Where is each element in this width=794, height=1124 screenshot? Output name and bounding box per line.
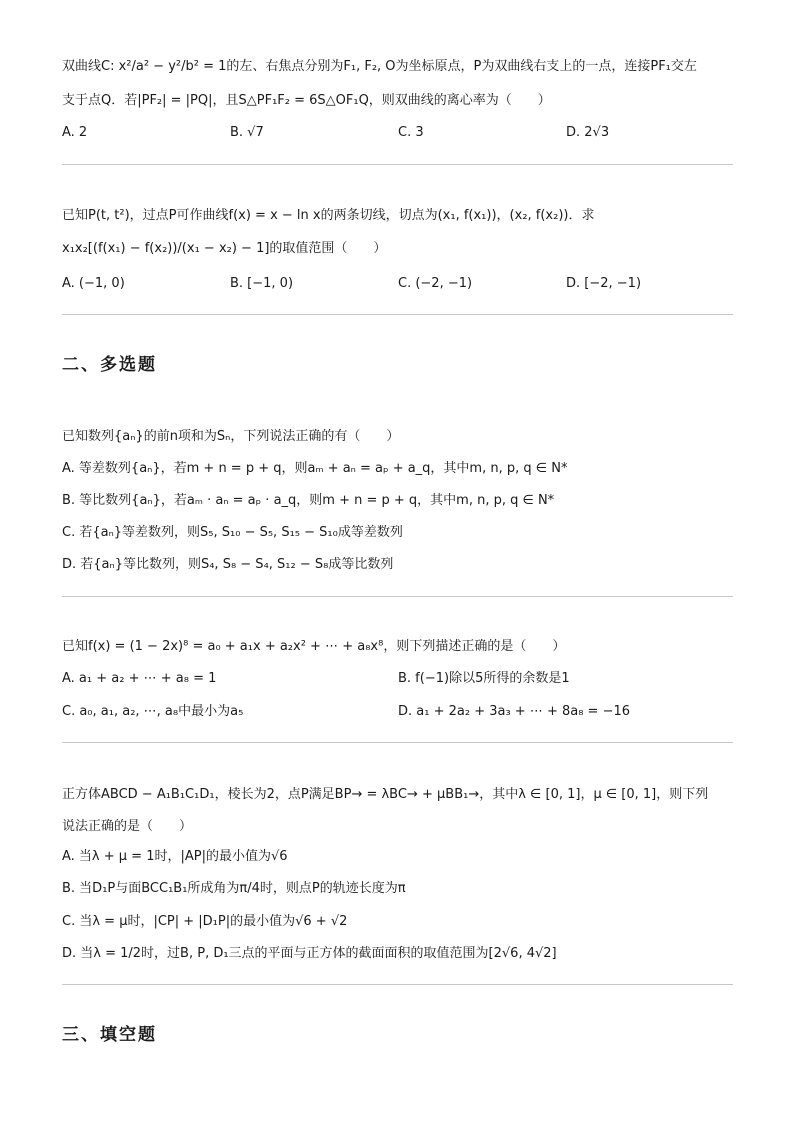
- q4-option-a: A. a₁ + a₂ + ⋯ + a₈ = 1: [62, 671, 217, 686]
- q3-option-b: B. 等比数列{aₙ}，若aₘ · aₙ = aₚ · a_q，则m + n = p + q，其中m, n, p, q ∈ N*: [62, 493, 555, 508]
- q2-stem-line1: 已知P(t, t²)，过点P可作曲线f(x) = x − ln x的两条切线，切点为(x₁, f(x₁))，(x₂, f(x₂))．求: [62, 208, 595, 223]
- q1-option-a: A. 2: [62, 125, 88, 140]
- q5-option-c: C. 当λ = μ时，|CP| + |D₁P|的最小值为√6 + √2: [62, 914, 348, 929]
- q2-option-d: D. [−2, −1): [566, 276, 642, 291]
- q5-option-a: A. 当λ + μ = 1时，|AP|的最小值为√6: [62, 849, 288, 864]
- separator: [62, 596, 733, 597]
- q3-stem: 已知数列{aₙ}的前n项和为Sₙ，下列说法正确的有（ ）: [62, 429, 400, 444]
- q2-option-a: A. (−1, 0): [62, 276, 125, 291]
- q3-option-d: D. 若{aₙ}等比数列，则S₄, S₈ − S₄, S₁₂ − S₈成等比数列: [62, 557, 394, 572]
- q5-stem-line2: 说法正确的是（ ）: [62, 819, 193, 834]
- q4-option-d: D. a₁ + 2a₂ + 3a₃ + ⋯ + 8a₈ = −16: [398, 704, 631, 719]
- q5-option-b: B. 当D₁P与面BCC₁B₁所成角为π/4时，则点P的轨迹长度为π: [62, 881, 406, 896]
- separator: [62, 742, 733, 743]
- separator: [62, 314, 733, 315]
- separator: [62, 164, 733, 165]
- q4-option-c: C. a₀, a₁, a₂, ⋯, a₈中最小为a₅: [62, 704, 244, 719]
- q2-option-c: C. (−2, −1): [398, 276, 473, 291]
- q1-option-c: C. 3: [398, 125, 424, 140]
- q3-option-a: A. 等差数列{aₙ}，若m + n = p + q，则aₘ + aₙ = aₚ + a_q，其中m, n, p, q ∈ N*: [62, 461, 568, 476]
- q1-option-d: D. 2√3: [566, 125, 610, 140]
- q1-stem-line1: 双曲线C: x²/a² − y²/b² = 1的左、右焦点分别为F₁, F₂, O为坐标原点，P为双曲线右支上的一点，连接PF₁交左: [62, 59, 697, 74]
- separator: [62, 984, 733, 985]
- q2-stem-line2: x₁x₂[(f(x₁) − f(x₂))/(x₁ − x₂) − 1]的取值范围（ ）: [62, 241, 387, 256]
- q2-option-b: B. [−1, 0): [230, 276, 294, 291]
- q4-stem: 已知f(x) = (1 − 2x)⁸ = a₀ + a₁x + a₂x² + ⋯ + a₈x⁸，则下列描述正确的是（ ）: [62, 639, 566, 654]
- q1-stem-line2: 支于点Q．若|PF₂| = |PQ|，且S△PF₁F₂ = 6S△OF₁Q，则双曲线的离心率为（ ）: [62, 93, 551, 108]
- q3-option-c: C. 若{aₙ}等差数列，则S₅, S₁₀ − S₅, S₁₅ − S₁₀成等差数列: [62, 525, 403, 540]
- q4-option-b: B. f(−1)除以5所得的余数是1: [398, 671, 570, 686]
- q1-option-b: B. √7: [230, 125, 264, 140]
- section-heading-fill-in: 三、填空题: [62, 1025, 157, 1045]
- q5-stem-line1: 正方体ABCD − A₁B₁C₁D₁，棱长为2，点P满足BP→ = λBC→ + μBB₁→，其中λ ∈ [0, 1]，μ ∈ [0, 1]，则下列: [62, 787, 709, 802]
- section-heading-multiple-choice: 二、多选题: [62, 355, 157, 375]
- q5-option-d: D. 当λ = 1/2时，过B, P, D₁三点的平面与正方体的截面面积的取值范围为[2√6, 4√2]: [62, 946, 557, 961]
